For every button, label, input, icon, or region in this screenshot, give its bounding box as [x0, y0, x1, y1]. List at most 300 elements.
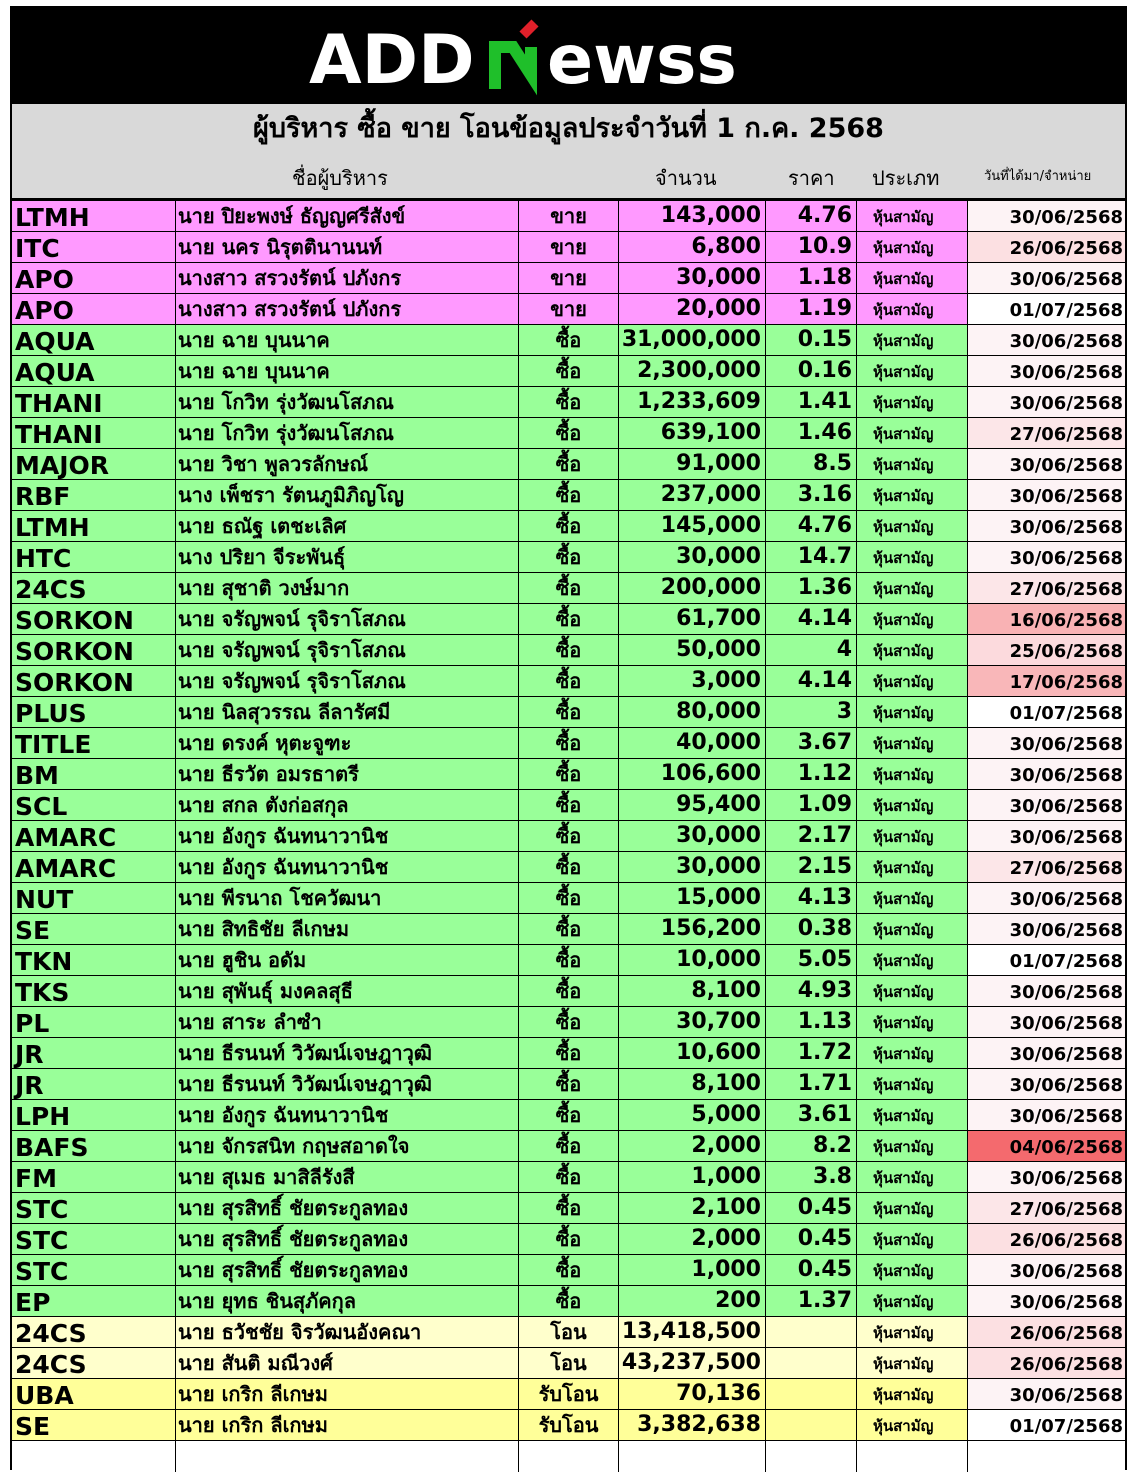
table-row — [12, 883, 1125, 914]
cell-quantity: 6,800 — [618, 232, 765, 262]
cell-name: นาย ปิยะพงษ์ ธัญญศรีสังข์ — [175, 201, 518, 231]
cell-date: 30/06/2568 — [967, 325, 1125, 355]
cell-type: หุ้นสามัญ — [856, 790, 967, 820]
cell-type: หุ้นสามัญ — [856, 1038, 967, 1068]
cell-type: หุ้นสามัญ — [856, 480, 967, 510]
cell-symbol: BM — [15, 761, 59, 789]
table-row — [12, 821, 1125, 852]
cell-symbol: APO — [15, 265, 74, 293]
cell-action: ซื้อ — [518, 1038, 618, 1068]
cell-symbol: STC — [15, 1195, 69, 1223]
cell-quantity: 143,000 — [618, 201, 765, 231]
cell-type: หุ้นสามัญ — [856, 573, 967, 603]
cell-quantity: 2,100 — [618, 1193, 765, 1223]
cell-symbol: LTMH — [15, 513, 90, 541]
cell-quantity: 10,600 — [618, 1038, 765, 1068]
cell-date: 26/06/2568 — [967, 1317, 1125, 1347]
cell-date: 01/07/2568 — [967, 1410, 1125, 1440]
cell-price: 14.7 — [765, 542, 856, 572]
cell-date: 30/06/2568 — [967, 976, 1125, 1006]
table-row — [12, 1379, 1125, 1410]
cell-name: นาย จรัญพจน์ รุจิราโสภณ — [175, 666, 518, 696]
table-row — [12, 790, 1125, 821]
table-row — [12, 511, 1125, 542]
table-row — [12, 325, 1125, 356]
cell-symbol: SCL — [15, 792, 68, 820]
addnewss-logo — [12, 8, 1125, 104]
cell-quantity: 639,100 — [618, 418, 765, 448]
table-row — [12, 604, 1125, 635]
table-row — [12, 263, 1125, 294]
cell-quantity: 2,000 — [618, 1224, 765, 1254]
cell-name: นาย สกล ตังก่อสกุล — [175, 790, 518, 820]
cell-symbol: AQUA — [15, 358, 95, 386]
table-row — [12, 232, 1125, 263]
cell-name: นาย เกริก ลีเกษม — [175, 1410, 518, 1440]
cell-name: นาย ธวัชชัย จิรวัฒนอังคณา — [175, 1317, 518, 1347]
cell-quantity: 30,000 — [618, 821, 765, 851]
cell-symbol: 24CS — [15, 575, 87, 603]
cell-quantity: 1,000 — [618, 1255, 765, 1285]
cell-name: นาย โกวิท รุ่งวัฒนโสภณ — [175, 418, 518, 448]
cell-type: หุ้นสามัญ — [856, 821, 967, 851]
cell-quantity: 237,000 — [618, 480, 765, 510]
cell-type: หุ้นสามัญ — [856, 914, 967, 944]
cell-type: หุ้นสามัญ — [856, 976, 967, 1006]
table-row — [12, 697, 1125, 728]
cell-name: นาย จรัญพจน์ รุจิราโสภณ — [175, 604, 518, 634]
empty-cell — [967, 1441, 1125, 1472]
cell-date: 30/06/2568 — [967, 542, 1125, 572]
cell-quantity: 3,382,638 — [618, 1410, 765, 1440]
cell-name: นาย ธีรนนท์ วิวัฒน์เจษฎาวุฒิ — [175, 1069, 518, 1099]
cell-quantity: 8,100 — [618, 976, 765, 1006]
empty-cell — [856, 1441, 967, 1472]
cell-symbol: TKS — [15, 978, 70, 1006]
cell-price: 4.76 — [765, 201, 856, 231]
cell-action: ซื้อ — [518, 511, 618, 541]
cell-type: หุ้นสามัญ — [856, 201, 967, 231]
cell-quantity: 80,000 — [618, 697, 765, 727]
table-row — [12, 449, 1125, 480]
cell-name: นาย พีรนาถ โชควัฒนา — [175, 883, 518, 913]
table-row — [12, 1038, 1125, 1069]
cell-action: ซื้อ — [518, 728, 618, 758]
table-row — [12, 1410, 1125, 1441]
cell-name: นางสาว สรวงรัตน์ ปภังกร — [175, 294, 518, 324]
cell-type: หุ้นสามัญ — [856, 604, 967, 634]
cell-quantity: 30,000 — [618, 542, 765, 572]
cell-name: นาย สุชาติ วงษ์มาก — [175, 573, 518, 603]
empty-cell — [618, 1441, 765, 1472]
cell-name: นาย ฉาย บุนนาค — [175, 356, 518, 386]
cell-symbol: STC — [15, 1257, 69, 1285]
cell-quantity: 106,600 — [618, 759, 765, 789]
cell-price: 4.14 — [765, 666, 856, 696]
table-row — [12, 480, 1125, 511]
cell-action: ซื้อ — [518, 1224, 618, 1254]
table-row — [12, 387, 1125, 418]
cell-type: หุ้นสามัญ — [856, 1100, 967, 1130]
cell-symbol: SORKON — [15, 637, 134, 665]
cell-type: หุ้นสามัญ — [856, 1255, 967, 1285]
cell-type: หุ้นสามัญ — [856, 1162, 967, 1192]
cell-name: นาย ธีรนนท์ วิวัฒน์เจษฎาวุฒิ — [175, 1038, 518, 1068]
cell-symbol: 24CS — [15, 1350, 87, 1378]
cell-symbol: EP — [15, 1288, 51, 1316]
cell-date: 26/06/2568 — [967, 1348, 1125, 1378]
cell-type: หุ้นสามัญ — [856, 232, 967, 262]
cell-date: 01/07/2568 — [967, 945, 1125, 975]
cell-quantity: 40,000 — [618, 728, 765, 758]
cell-price — [765, 1410, 856, 1440]
cell-type: หุ้นสามัญ — [856, 418, 967, 448]
cell-price: 3.8 — [765, 1162, 856, 1192]
cell-price: 0.45 — [765, 1255, 856, 1285]
cell-action: ซื้อ — [518, 759, 618, 789]
cell-name: นาย อังกูร ฉันทนาวานิช — [175, 852, 518, 882]
cell-price: 1.72 — [765, 1038, 856, 1068]
logo-text-add: ADD — [308, 21, 475, 100]
cell-date: 30/06/2568 — [967, 759, 1125, 789]
cell-symbol: HTC — [15, 544, 72, 572]
table-row — [12, 635, 1125, 666]
cell-date: 30/06/2568 — [967, 1379, 1125, 1409]
cell-price: 4 — [765, 635, 856, 665]
cell-type: หุ้นสามัญ — [856, 1410, 967, 1440]
cell-price: 0.38 — [765, 914, 856, 944]
cell-symbol: JR — [15, 1071, 44, 1099]
cell-price: 2.15 — [765, 852, 856, 882]
cell-quantity: 2,300,000 — [618, 356, 765, 386]
cell-price: 8.5 — [765, 449, 856, 479]
table-row — [12, 1007, 1125, 1038]
cell-price: 1.09 — [765, 790, 856, 820]
cell-type: หุ้นสามัญ — [856, 542, 967, 572]
cell-name: นาย ฉาย บุนนาค — [175, 325, 518, 355]
cell-type: หุ้นสามัญ — [856, 1193, 967, 1223]
cell-type: หุ้นสามัญ — [856, 759, 967, 789]
cell-action: ซื้อ — [518, 914, 618, 944]
cell-name: นาย นิลสุวรรณ ลีลารัศมี — [175, 697, 518, 727]
cell-type: หุ้นสามัญ — [856, 511, 967, 541]
cell-date: 30/06/2568 — [967, 387, 1125, 417]
cell-name: นาย สิทธิชัย ลีเกษม — [175, 914, 518, 944]
cell-symbol: THANI — [15, 420, 103, 448]
cell-price: 2.17 — [765, 821, 856, 851]
cell-date: 30/06/2568 — [967, 883, 1125, 913]
cell-quantity: 43,237,500 — [618, 1348, 765, 1378]
cell-type: หุ้นสามัญ — [856, 666, 967, 696]
cell-quantity: 95,400 — [618, 790, 765, 820]
cell-symbol: SORKON — [15, 668, 134, 696]
cell-price: 4.14 — [765, 604, 856, 634]
cell-symbol: STC — [15, 1226, 69, 1254]
table-row — [12, 1317, 1125, 1348]
cell-type: หุ้นสามัญ — [856, 325, 967, 355]
cell-price: 5.05 — [765, 945, 856, 975]
table-row — [12, 573, 1125, 604]
cell-date: 30/06/2568 — [967, 1286, 1125, 1316]
cell-symbol: 24CS — [15, 1319, 87, 1347]
cell-date: 30/06/2568 — [967, 1038, 1125, 1068]
cell-date: 17/06/2568 — [967, 666, 1125, 696]
cell-price: 0.15 — [765, 325, 856, 355]
table-row — [12, 201, 1125, 232]
table-row — [12, 976, 1125, 1007]
col-header-price: ราคา — [788, 166, 835, 190]
cell-symbol: SORKON — [15, 606, 134, 634]
cell-type: หุ้นสามัญ — [856, 1131, 967, 1161]
column-header-row — [12, 154, 1125, 200]
cell-quantity: 20,000 — [618, 294, 765, 324]
cell-name: นาย สุรสิทธิ์ ชัยตระกูลทอง — [175, 1193, 518, 1223]
cell-date: 30/06/2568 — [967, 1007, 1125, 1037]
empty-cell — [518, 1441, 618, 1472]
cell-quantity: 1,233,609 — [618, 387, 765, 417]
cell-action: ซื้อ — [518, 449, 618, 479]
cell-date: 30/06/2568 — [967, 728, 1125, 758]
cell-action: รับโอน — [518, 1410, 618, 1440]
cell-date: 27/06/2568 — [967, 418, 1125, 448]
cell-type: หุ้นสามัญ — [856, 728, 967, 758]
cell-price: 3.61 — [765, 1100, 856, 1130]
cell-type: หุ้นสามัญ — [856, 883, 967, 913]
cell-symbol: THANI — [15, 389, 103, 417]
table-row — [12, 759, 1125, 790]
cell-action: รับโอน — [518, 1379, 618, 1409]
cell-name: นาย ธณัฐ เตชะเลิศ — [175, 511, 518, 541]
cell-symbol: LTMH — [15, 203, 90, 231]
cell-name: นาง ปริยา จีระพันธุ์ — [175, 542, 518, 572]
cell-price: 1.13 — [765, 1007, 856, 1037]
cell-type: หุ้นสามัญ — [856, 635, 967, 665]
cell-symbol: TKN — [15, 947, 73, 975]
cell-action: ซื้อ — [518, 1193, 618, 1223]
cell-action: ซื้อ — [518, 1286, 618, 1316]
cell-type: หุ้นสามัญ — [856, 852, 967, 882]
cell-action: ซื้อ — [518, 325, 618, 355]
cell-quantity: 145,000 — [618, 511, 765, 541]
cell-quantity: 50,000 — [618, 635, 765, 665]
table-row — [12, 1100, 1125, 1131]
cell-quantity: 156,200 — [618, 914, 765, 944]
cell-name: นาย ธีรวัต อมรธาตรี — [175, 759, 518, 789]
empty-cell — [765, 1441, 856, 1472]
cell-type: หุ้นสามัญ — [856, 1224, 967, 1254]
table-row — [12, 1255, 1125, 1286]
cell-price: 1.12 — [765, 759, 856, 789]
table-row — [12, 1224, 1125, 1255]
cell-type: หุ้นสามัญ — [856, 945, 967, 975]
empty-cell — [175, 1441, 518, 1472]
cell-quantity: 2,000 — [618, 1131, 765, 1161]
cell-type: หุ้นสามัญ — [856, 1286, 967, 1316]
cell-name: นาง เพ็ชรา รัตนภูมิภิญโญ — [175, 480, 518, 510]
cell-symbol: NUT — [15, 885, 74, 913]
table-row — [12, 418, 1125, 449]
cell-date: 16/06/2568 — [967, 604, 1125, 634]
cell-date: 30/06/2568 — [967, 1069, 1125, 1099]
cell-action: ซื้อ — [518, 387, 618, 417]
cell-quantity: 5,000 — [618, 1100, 765, 1130]
cell-date: 27/06/2568 — [967, 1193, 1125, 1223]
table-row — [12, 914, 1125, 945]
cell-name: นาย ยุทธ ชินสุภัคกุล — [175, 1286, 518, 1316]
cell-price: 1.71 — [765, 1069, 856, 1099]
cell-date: 30/06/2568 — [967, 263, 1125, 293]
cell-price: 8.2 — [765, 1131, 856, 1161]
cell-action: ขาย — [518, 263, 618, 293]
cell-date: 30/06/2568 — [967, 1162, 1125, 1192]
cell-quantity: 70,136 — [618, 1379, 765, 1409]
cell-quantity: 200,000 — [618, 573, 765, 603]
cell-action: โอน — [518, 1317, 618, 1347]
cell-price — [765, 1348, 856, 1378]
cell-name: นาย จรัญพจน์ รุจิราโสภณ — [175, 635, 518, 665]
cell-quantity: 31,000,000 — [618, 325, 765, 355]
cell-action: ซื้อ — [518, 1069, 618, 1099]
cell-date: 25/06/2568 — [967, 635, 1125, 665]
cell-type: หุ้นสามัญ — [856, 449, 967, 479]
cell-name: นาย สาระ ลำซำ — [175, 1007, 518, 1037]
cell-action: ซื้อ — [518, 1131, 618, 1161]
cell-price: 4.76 — [765, 511, 856, 541]
cell-symbol: BAFS — [15, 1133, 89, 1161]
cell-type: หุ้นสามัญ — [856, 1317, 967, 1347]
cell-price: 4.93 — [765, 976, 856, 1006]
cell-date: 30/06/2568 — [967, 821, 1125, 851]
cell-price: 3.67 — [765, 728, 856, 758]
cell-symbol: SE — [15, 1412, 51, 1440]
cell-type: หุ้นสามัญ — [856, 356, 967, 386]
header-banner — [12, 8, 1125, 104]
cell-price: 0.45 — [765, 1224, 856, 1254]
cell-symbol: TITLE — [15, 730, 92, 758]
cell-date: 30/06/2568 — [967, 480, 1125, 510]
cell-type: หุ้นสามัญ — [856, 1348, 967, 1378]
page-title: ผู้บริหาร ซื้อ ขาย โอนข้อมูลประจำวันที่ 1 ก.ค. 2568 — [12, 104, 1125, 154]
cell-action: ซื้อ — [518, 697, 618, 727]
cell-symbol: PLUS — [15, 699, 87, 727]
cell-action: ซื้อ — [518, 852, 618, 882]
cell-type: หุ้นสามัญ — [856, 1379, 967, 1409]
cell-name: นาย จักรสนิท กฤษสอาดใจ — [175, 1131, 518, 1161]
cell-type: หุ้นสามัญ — [856, 1007, 967, 1037]
cell-action: ขาย — [518, 232, 618, 262]
cell-date: 27/06/2568 — [967, 852, 1125, 882]
cell-name: นาย สุเมธ มาสิลีรังสี — [175, 1162, 518, 1192]
cell-price: 1.41 — [765, 387, 856, 417]
cell-symbol: UBA — [15, 1381, 74, 1409]
cell-name: นางสาว สรวงรัตน์ ปภังกร — [175, 263, 518, 293]
table-row — [12, 1348, 1125, 1379]
cell-price: 1.37 — [765, 1286, 856, 1316]
cell-date: 01/07/2568 — [967, 294, 1125, 324]
table-row — [12, 1131, 1125, 1162]
cell-symbol: SE — [15, 916, 51, 944]
cell-date: 30/06/2568 — [967, 1255, 1125, 1285]
cell-symbol: LPH — [15, 1102, 71, 1130]
table-row — [12, 1286, 1125, 1317]
cell-type: หุ้นสามัญ — [856, 263, 967, 293]
cell-type: หุ้นสามัญ — [856, 387, 967, 417]
cell-name: นาย ฮูชิน อดัม — [175, 945, 518, 975]
cell-quantity: 3,000 — [618, 666, 765, 696]
cell-price: 0.16 — [765, 356, 856, 386]
cell-quantity: 200 — [618, 1286, 765, 1316]
cell-action: ซื้อ — [518, 356, 618, 386]
cell-name: นาย อังกูร ฉันทนาวานิช — [175, 821, 518, 851]
table-row — [12, 728, 1125, 759]
cell-action: ขาย — [518, 201, 618, 231]
table-row — [12, 666, 1125, 697]
cell-name: นาย ดรงค์ หุตะจูฑะ — [175, 728, 518, 758]
cell-symbol: APO — [15, 296, 74, 324]
cell-name: นาย สุรสิทธิ์ ชัยตระกูลทอง — [175, 1255, 518, 1285]
table-row — [12, 542, 1125, 573]
cell-name: นาย อังกูร ฉันทนาวานิช — [175, 1100, 518, 1130]
cell-date: 30/06/2568 — [967, 914, 1125, 944]
cell-name: นาย สันติ มณีวงศ์ — [175, 1348, 518, 1378]
col-header-type: ประเภท — [872, 166, 940, 190]
cell-action: ขาย — [518, 294, 618, 324]
cell-symbol: MAJOR — [15, 451, 110, 479]
cell-name: นาย สุรสิทธิ์ ชัยตระกูลทอง — [175, 1224, 518, 1254]
cell-quantity: 30,000 — [618, 263, 765, 293]
col-header-date: วันที่ได้มา/จำหน่าย — [984, 169, 1092, 184]
cell-action: ซื้อ — [518, 976, 618, 1006]
cell-action: โอน — [518, 1348, 618, 1378]
cell-price — [765, 1379, 856, 1409]
cell-name: นาย นคร นิรุตตินานนท์ — [175, 232, 518, 262]
cell-quantity: 30,000 — [618, 852, 765, 882]
cell-action: ซื้อ — [518, 635, 618, 665]
cell-date: 30/06/2568 — [967, 449, 1125, 479]
cell-date: 30/06/2568 — [967, 201, 1125, 231]
cell-name: นาย วิชา พูลวรลักษณ์ — [175, 449, 518, 479]
cell-name: นาย โกวิท รุ่งวัฒนโสภณ — [175, 387, 518, 417]
logo-n-mark — [495, 23, 535, 89]
cell-symbol: PL — [15, 1009, 50, 1037]
cell-name: นาย สุพันธุ์ มงคลสุธี — [175, 976, 518, 1006]
cell-quantity: 10,000 — [618, 945, 765, 975]
cell-price: 1.46 — [765, 418, 856, 448]
cell-symbol: AMARC — [15, 854, 117, 882]
cell-action: ซื้อ — [518, 666, 618, 696]
cell-date: 30/06/2568 — [967, 1100, 1125, 1130]
cell-date: 27/06/2568 — [967, 573, 1125, 603]
cell-action: ซื้อ — [518, 542, 618, 572]
logo-text-ewss: ewss — [546, 21, 737, 100]
table-row — [12, 294, 1125, 325]
cell-symbol: RBF — [15, 482, 71, 510]
cell-name: นาย เกริก ลีเกษม — [175, 1379, 518, 1409]
cell-symbol: AMARC — [15, 823, 117, 851]
cell-date: 30/06/2568 — [967, 511, 1125, 541]
cell-action: ซื้อ — [518, 945, 618, 975]
col-header-name: ชื่อผู้บริหาร — [292, 166, 388, 190]
cell-price: 10.9 — [765, 232, 856, 262]
cell-action: ซื้อ — [518, 1007, 618, 1037]
cell-price: 1.19 — [765, 294, 856, 324]
cell-date: 26/06/2568 — [967, 232, 1125, 262]
cell-date: 01/07/2568 — [967, 697, 1125, 727]
cell-quantity: 91,000 — [618, 449, 765, 479]
cell-quantity: 13,418,500 — [618, 1317, 765, 1347]
cell-quantity: 61,700 — [618, 604, 765, 634]
cell-action: ซื้อ — [518, 883, 618, 913]
